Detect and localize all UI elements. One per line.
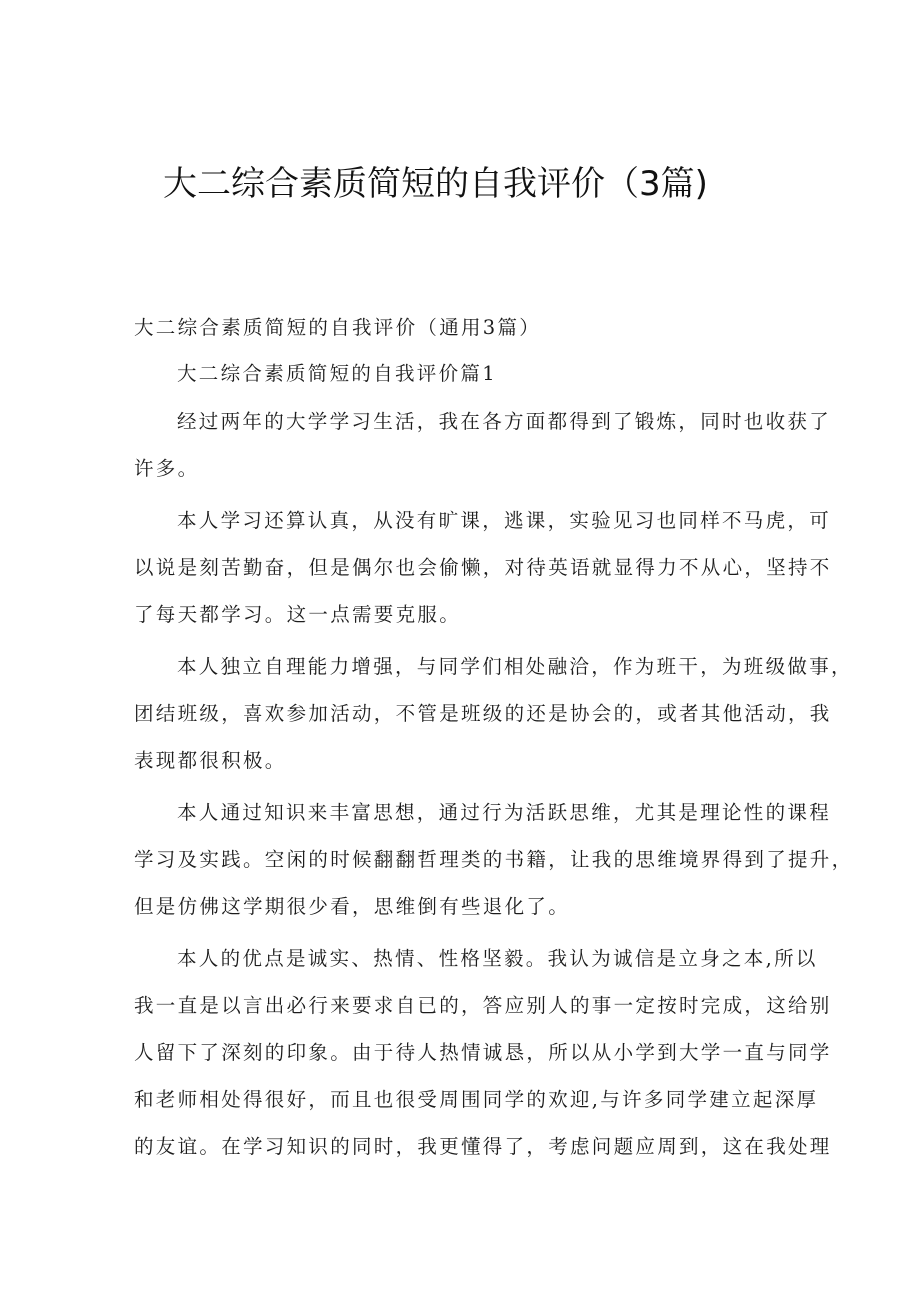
paragraph-4-line-3: 但是仿佛这学期很少看，思维倒有些退化了。: [134, 895, 571, 918]
paragraph-3-line-2: 团结班级，喜欢参加活动，不管是班级的还是协会的，或者其他活动，我: [134, 702, 832, 725]
document-subtitle: 大二综合素质简短的自我评价（通用3篇）: [134, 316, 542, 339]
paragraph-5-line-2: 我一直是以言出必行来要求自已的，答应别人的事一定按时完成，这给别: [134, 994, 832, 1017]
document-title: 大二综合素质简短的自我评价（3篇): [163, 164, 708, 204]
paragraph-1-line-2: 许多。: [134, 457, 200, 480]
paragraph-4-line-2: 学习及实践。空闲的时候翻翻哲理类的书籍，让我的思维境界得到了提升，: [134, 848, 854, 871]
paragraph-5-line-1: 本人的优点是诚实、热情、性格坚毅。我认为诚信是立身之本,所以: [177, 947, 818, 970]
paragraph-2-line-2: 以说是刻苦勤奋，但是偶尔也会偷懒，对待英语就显得力不从心，坚持不: [134, 556, 832, 579]
section-heading: 大二综合素质简短的自我评价篇1: [177, 362, 497, 385]
paragraph-3-line-1: 本人独立自理能力增强，与同学们相处融洽，作为班干，为班级做事，: [177, 655, 853, 678]
paragraph-2-line-3: 了每天都学习。这一点需要克服。: [134, 603, 462, 626]
paragraph-1-line-1: 经过两年的大学学习生活，我在各方面都得到了锻炼，同时也收获了: [177, 410, 832, 433]
paragraph-5-line-5: 的友谊。在学习知识的同时，我更懂得了，考虑问题应周到，这在我处理: [134, 1135, 832, 1158]
paragraph-5-line-3: 人留下了深刻的印象。由于待人热情诚恳，所以从小学到大学一直与同学: [134, 1041, 832, 1064]
paragraph-3-line-3: 表现都很积极。: [134, 749, 287, 772]
paragraph-4-line-1: 本人通过知识来丰富思想，通过行为活跃思维，尤其是理论性的课程: [177, 801, 832, 824]
paragraph-5-line-4: 和老师相处得很好，而且也很受周围同学的欢迎,与许多同学建立起深厚: [134, 1088, 819, 1111]
paragraph-2-line-1: 本人学习还算认真，从没有旷课，逃课，实验见习也同样不马虎，可: [177, 509, 832, 532]
